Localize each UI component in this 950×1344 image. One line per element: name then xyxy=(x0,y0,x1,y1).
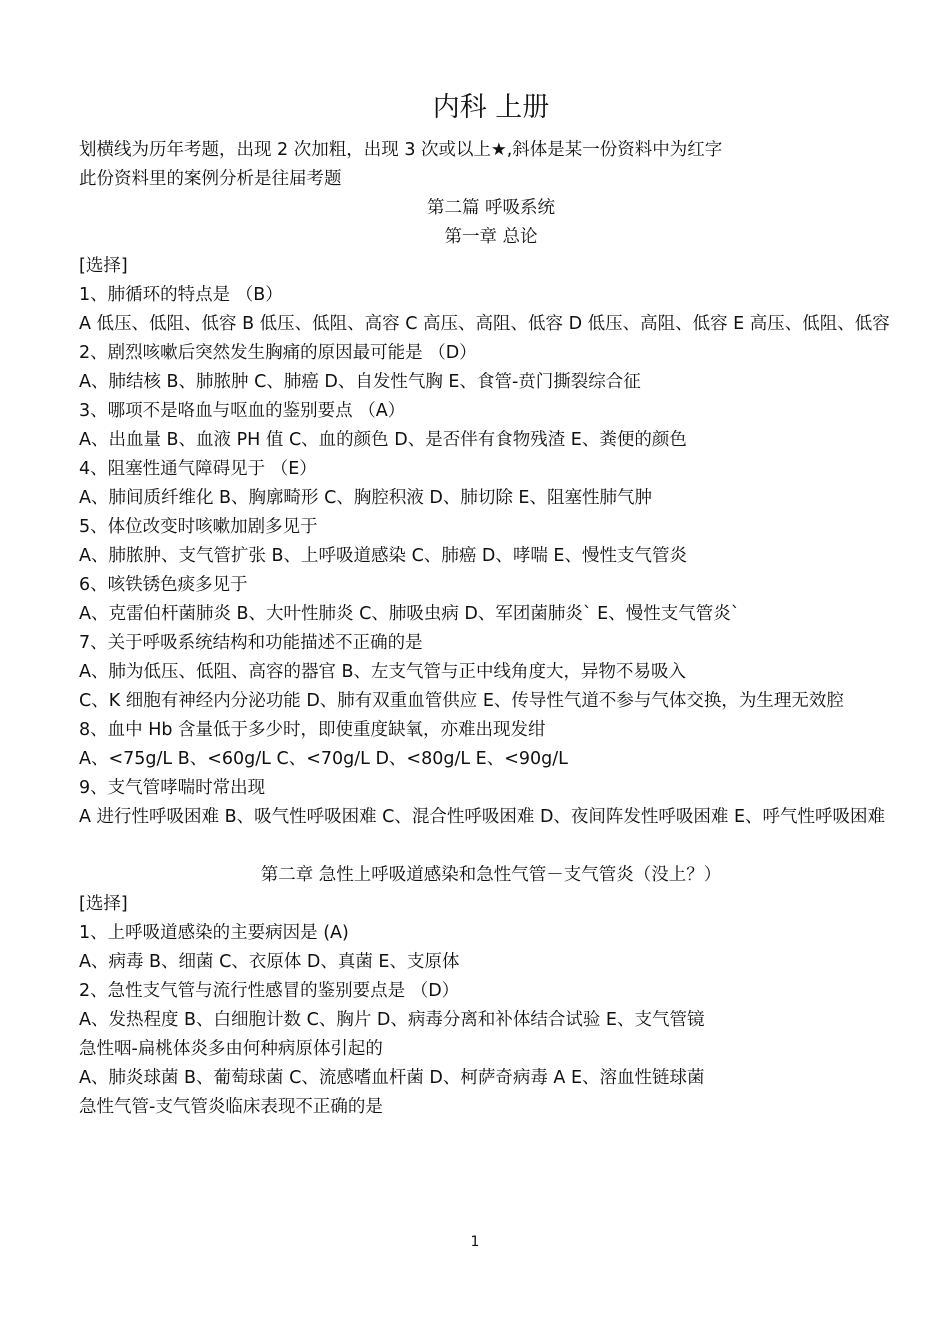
intro-line: 此份资料里的案例分析是往届考题 xyxy=(79,169,342,189)
question-line: 1、上呼吸道感染的主要病因是 (A) xyxy=(79,923,349,943)
section-label: [选择] xyxy=(79,256,128,276)
question-line: 4、阻塞性通气障碍见于 （E） xyxy=(79,459,317,479)
options-line: A、病毒 B、细菌 C、衣原体 D、真菌 E、支原体 xyxy=(79,952,460,972)
options-line: A、<75g/L B、<60g/L C、<70g/L D、<80g/L E、<90g/L xyxy=(79,749,568,769)
chapter2-questions xyxy=(79,919,903,1122)
options-line: A、出血量 B、血液 PH 值 C、血的颜色 D、是否伴有食物残渣 E、粪便的颜色 xyxy=(79,430,687,450)
spacer xyxy=(79,832,903,861)
question-line: 6、咳铁锈色痰多见于 xyxy=(79,575,248,595)
part-title: 第二篇 呼吸系统 xyxy=(426,198,556,218)
options-line: A、克雷伯杆菌肺炎 B、大叶性肺炎 C、肺吸虫病 D、军团菌肺炎` E、慢性支气管炎` xyxy=(79,604,740,624)
options-line: A、肺脓肿、支气管扩张 B、上呼吸道感染 C、肺癌 D、哮喘 E、慢性支气管炎 xyxy=(79,546,687,566)
chapter-title: 第二章 急性上呼吸道感染和急性气管－支气管炎（没上？） xyxy=(260,865,722,885)
question-line: 5、体位改变时咳嗽加剧多见于 xyxy=(79,517,318,537)
options-line: A 低压、低阻、低容 B 低压、低阻、高容 C 高压、高阻、低容 D 低压、高阻、低容 E 高压、低阻、低容 xyxy=(79,314,890,334)
options-line: A、肺为低压、低阻、高容的器官 B、左支气管与正中线角度大，异物不易吸入 xyxy=(79,662,687,682)
question-line: 急性气管-支气管炎临床表现不正确的是 xyxy=(79,1097,383,1117)
question-line: 7、关于呼吸系统结构和功能描述不正确的是 xyxy=(79,633,423,653)
question-line: 8、血中 Hb 含量低于多少时，即使重度缺氧，亦难出现发绀 xyxy=(79,720,546,740)
document-page xyxy=(79,88,903,1122)
question-line: 9、支气管哮喘时常出现 xyxy=(79,778,266,798)
question-line: 3、哪项不是咯血与呕血的鉴别要点 （A） xyxy=(79,401,406,421)
chapter-title: 第一章 总论 xyxy=(444,227,538,247)
page-number: 1 xyxy=(470,1234,480,1250)
chapter1-questions xyxy=(79,281,903,832)
document-title: 内科 上册 xyxy=(432,92,550,123)
options-line: A、发热程度 B、白细胞计数 C、胸片 D、病毒分离和补体结合试验 E、支气管镜 xyxy=(79,1010,705,1030)
question-line: 2、急性支气管与流行性感冒的鉴别要点是 （D） xyxy=(79,981,460,1001)
section-label: [选择] xyxy=(79,894,128,914)
question-line: 2、剧烈咳嗽后突然发生胸痛的原因最可能是 （D） xyxy=(79,343,477,363)
intro-line: 划横线为历年考题，出现 2 次加粗，出现 3 次或以上★,斜体是某一份资料中为红字 xyxy=(79,140,723,160)
options-line: A、肺炎球菌 B、葡萄球菌 C、流感嗜血杆菌 D、柯萨奇病毒 A E、溶血性链球菌 xyxy=(79,1068,705,1088)
options-line: A、肺间质纤维化 B、胸廓畸形 C、胸腔积液 D、肺切除 E、阻塞性肺气肿 xyxy=(79,488,652,508)
question-line: 1、肺循环的特点是 （B） xyxy=(79,285,283,305)
options-line: A 进行性呼吸困难 B、吸气性呼吸困难 C、混合性呼吸困难 D、夜间阵发性呼吸困难 E、呼气性呼吸困难 xyxy=(79,807,886,827)
question-line: 急性咽-扁桃体炎多由何种病原体引起的 xyxy=(79,1039,383,1059)
options-line: C、K 细胞有神经内分泌功能 D、肺有双重血管供应 E、传导性气道不参与气体交换，为生理无效腔 xyxy=(79,691,844,711)
options-line: A、肺结核 B、肺脓肿 C、肺癌 D、自发性气胸 E、食管-贲门撕裂综合征 xyxy=(79,372,641,392)
